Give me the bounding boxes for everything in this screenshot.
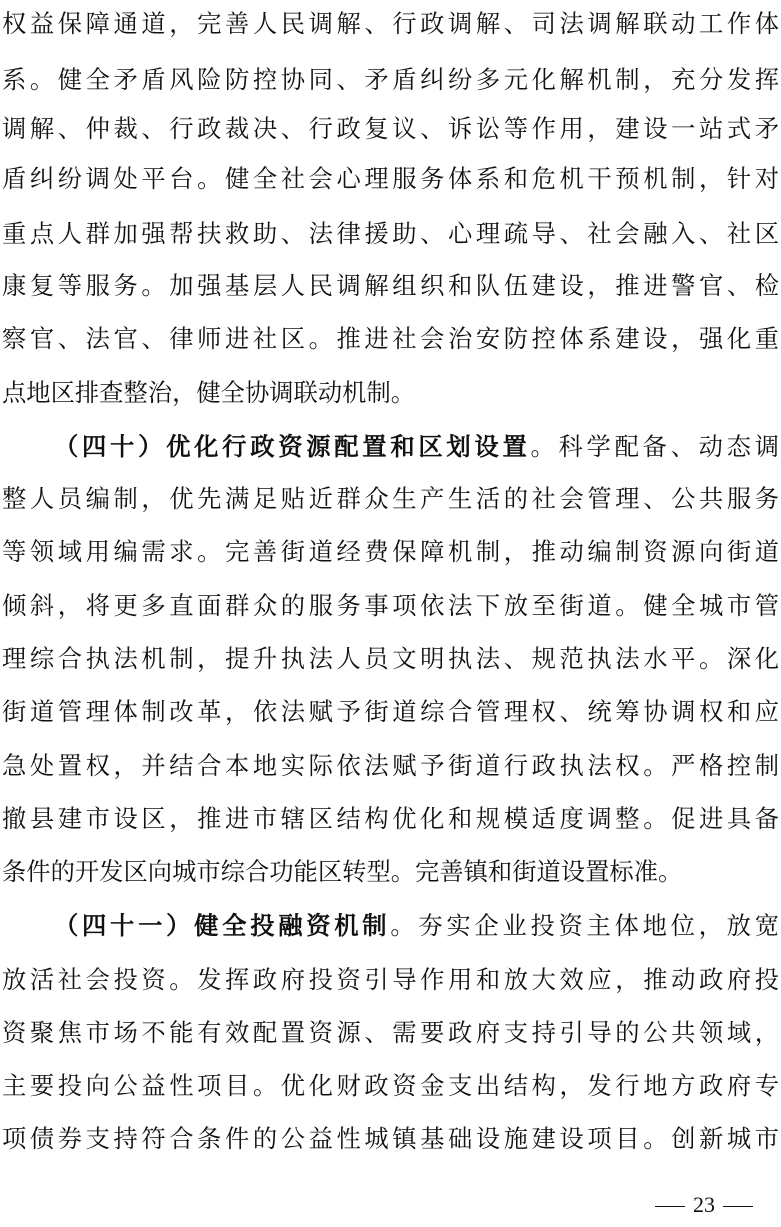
paragraph-line: 盾纠纷调处平台。健全社会心理服务体系和危机干预机制，针对 [2, 164, 779, 193]
paragraph-line: 主要投向公益性项目。优化财政资金支出结构，发行地方政府专 [2, 1071, 779, 1100]
paragraph-line: 条件的开发区向城市综合功能区转型。完善镇和街道设置标准。 [2, 857, 683, 886]
paragraph-line: 察官、法官、律师进社区。推进社会治安防控体系建设，强化重 [2, 324, 779, 353]
section-heading: （四十一）健全投融资机制 [54, 911, 391, 940]
section-heading: （四十）优化行政资源配置和区划设置 [54, 432, 531, 461]
paragraph-line: 调解、仲裁、行政裁决、行政复议、诉讼等作用，建设一站式矛 [2, 114, 779, 143]
paragraph-line: 点地区排查整治，健全协调联动机制。 [2, 378, 416, 407]
paragraph-line: 资聚焦市场不能有效配置资源、需要政府支持引导的公共领域， [2, 1018, 779, 1047]
paragraph-line: 等领域用编需求。完善街道经费保障机制，推动编制资源向街道 [2, 537, 779, 566]
section-heading-rest: 。夯实企业投资主体地位，放宽 [390, 911, 780, 940]
paragraph-line: 倾斜，将更多直面群众的服务事项依法下放至街道。健全城市管 [2, 591, 779, 620]
paragraph-line: 项债券支持符合条件的公益性城镇基础设施建设项目。创新城市 [2, 1124, 779, 1153]
paragraph-line: 撤县建市设区，推进市辖区结构优化和规模适度调整。促进具备 [2, 804, 779, 833]
section-heading-line [54, 419, 779, 475]
section-heading-line [54, 898, 779, 954]
page-footer [647, 1190, 761, 1220]
paragraph-line: 理综合执法机制，提升执法人员文明执法、规范执法水平。深化 [2, 644, 779, 673]
paragraph-line: 康复等服务。加强基层人民调解组织和队伍建设，推进警官、检 [2, 271, 779, 300]
paragraph-line: 街道管理体制改革，依法赋予街道综合管理权、统筹协调权和应 [2, 697, 779, 726]
footer-dash-right [723, 1206, 753, 1207]
page-number: 23 [693, 1192, 715, 1217]
paragraph-line: 放活社会投资。发挥政府投资引导作用和放大效应，推动政府投 [2, 965, 779, 994]
paragraph-line: 急处置权，并结合本地实际依法赋予街道行政执法权。严格控制 [2, 751, 779, 780]
paragraph-line: 重点人群加强帮扶救助、法律援助、心理疏导、社会融入、社区 [2, 219, 779, 248]
footer-dash-left [655, 1206, 685, 1207]
paragraph-line: 系。健全矛盾风险防控协同、矛盾纠纷多元化解机制，充分发挥 [2, 65, 779, 94]
paragraph-line: 整人员编制，优先满足贴近群众生产生活的社会管理、公共服务 [2, 484, 779, 513]
section-heading-rest: 。科学配备、动态调 [530, 432, 780, 461]
paragraph-line: 权益保障通道，完善人民调解、行政调解、司法调解联动工作体 [2, 9, 779, 38]
